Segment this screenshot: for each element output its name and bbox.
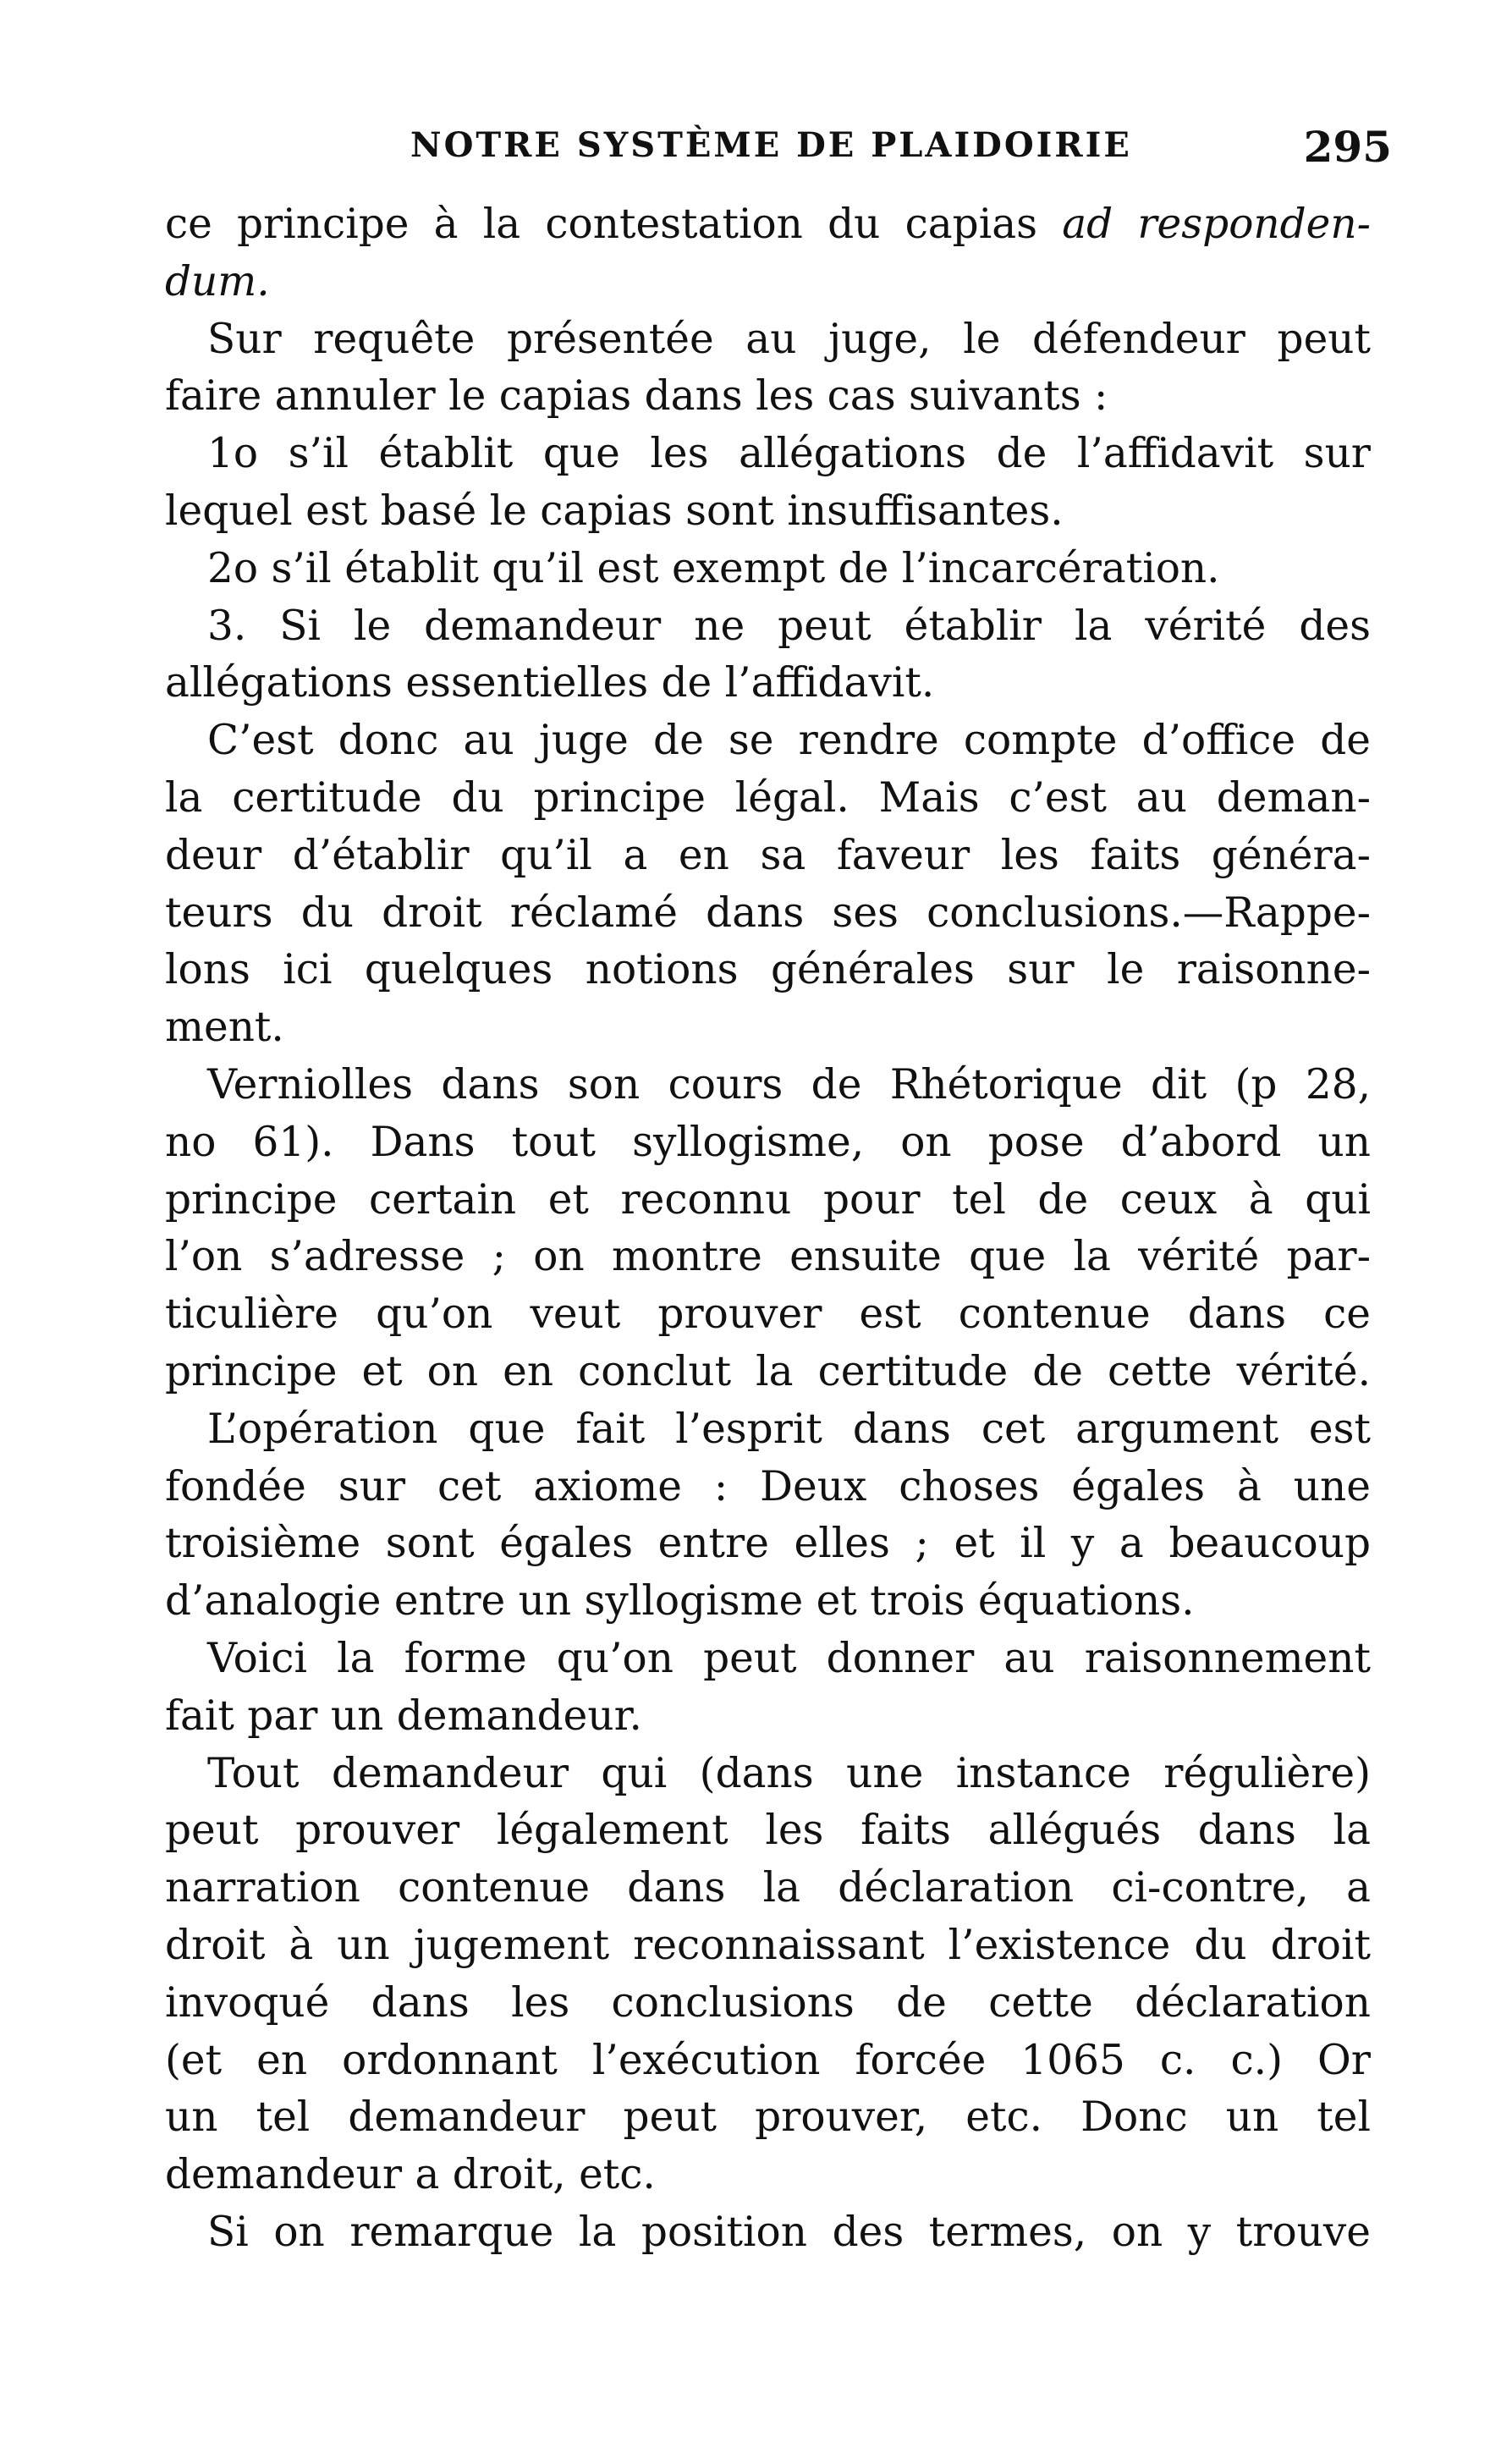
text-line: un tel demandeur peut prouver, etc. Donc un tel — [165, 2093, 1371, 2142]
text-line: fondée sur cet axiome : Deux choses égales à une — [165, 1462, 1371, 1510]
text-line: d’analogie entre un syllogisme et trois équations. — [165, 1577, 1195, 1626]
text-line: principe et on en conclut la certitude de cette vérité. — [165, 1347, 1371, 1395]
text-line: demandeur a droit, etc. — [165, 2151, 656, 2199]
text-line: la certitude du principe légal. Mais c’est au deman- — [165, 773, 1371, 822]
text-line: 3. Si le demandeur ne peut établir la vérité des — [207, 602, 1371, 650]
text-line: droit à un jugement reconnaissant l’existence du droit — [165, 1921, 1371, 1969]
text-line: Tout demandeur qui (dans une instance régulière) — [207, 1749, 1371, 1797]
text-line: faire annuler le capias dans les cas suivants : — [165, 372, 1108, 421]
text-line: l’on s’adresse ; on montre ensuite que la vérité par- — [165, 1233, 1371, 1281]
italic-segment: dum. — [165, 257, 270, 305]
italic-segment: ad responden- — [1062, 201, 1372, 248]
text-line: L’opération que fait l’esprit dans cet argument est — [207, 1405, 1371, 1453]
text-line: ticulière qu’on veut prouver est contenue dans ce — [165, 1290, 1371, 1339]
text-line: narration contenue dans la déclaration ci-contre, a — [165, 1864, 1371, 1912]
text-line: principe certain et reconnu pour tel de ceux à qui — [165, 1175, 1371, 1224]
text-line — [165, 254, 1371, 311]
page-number: 295 — [1303, 122, 1392, 172]
running-title: NOTRE SYSTÈME DE PLAIDOIRIE — [410, 125, 1132, 165]
text-line: troisième sont égales entre elles ; et il y a beaucoup — [165, 1520, 1371, 1568]
text-line: peut prouver légalement les faits allégués dans la — [165, 1807, 1371, 1855]
running-header — [165, 122, 1392, 176]
text-line: fait par un demandeur. — [165, 1692, 642, 1740]
text-line — [165, 196, 1371, 254]
text-line: Si on remarque la position des termes, on y trouve — [207, 2208, 1371, 2256]
text-line: allégations essentielles de l’affidavit. — [165, 659, 935, 707]
body-text — [165, 196, 1371, 2262]
text-line: lequel est basé le capias sont insuffisantes. — [165, 487, 1064, 535]
text-line: Voici la forme qu’on peut donner au raisonnement — [207, 1634, 1371, 1682]
text-line: invoqué dans les conclusions de cette déclaration — [165, 1978, 1371, 2027]
text-line: 2o s’il établit qu’il est exempt de l’incarcération. — [207, 544, 1220, 592]
text-segment: ce principe à la contestation du capias — [165, 201, 1038, 248]
text-line: (et en ordonnant l’exécution forcée 1065 c. c.) Or — [165, 2036, 1371, 2084]
text-line: ment. — [165, 1004, 284, 1052]
text-line: lons ici quelques notions générales sur le raisonne- — [165, 946, 1371, 994]
text-line: teurs du droit réclamé dans ses conclusions.—Rappe- — [165, 888, 1371, 937]
text-line: C’est donc au juge de se rendre compte d’office de — [207, 717, 1371, 765]
text-line: no 61). Dans tout syllogisme, on pose d’abord un — [165, 1118, 1371, 1166]
text-line: Sur requête présentée au juge, le défendeur peut — [207, 315, 1371, 363]
text-line: 1o s’il établit que les allégations de l’affidavit sur — [207, 430, 1371, 478]
text-line: Verniolles dans son cours de Rhétorique dit (p 28, — [207, 1060, 1371, 1108]
text-line: deur d’établir qu’il a en sa faveur les faits généra- — [165, 831, 1371, 879]
